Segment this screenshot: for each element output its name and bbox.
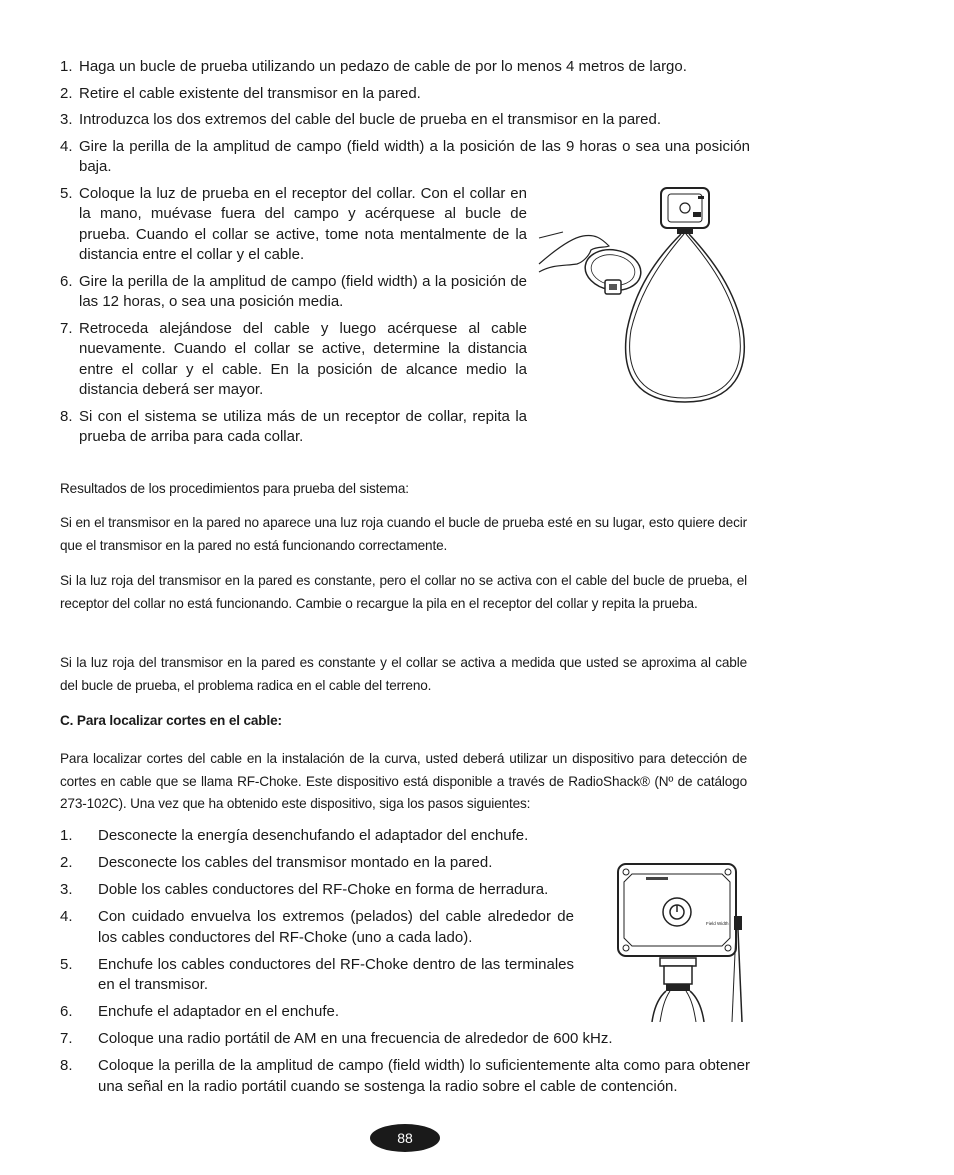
list-item: 2. Desconecte los cables del transmisor montado en la pared. — [60, 854, 493, 871]
list-item: 2. Retire el cable existente del transmisor en la pared. — [60, 84, 421, 102]
list-item: 8. Si con el sistema se utiliza más de un receptor de collar, repita la prueba de arriba para cada collar. — [60, 407, 527, 445]
result-paragraph: Si la luz roja del transmisor en la pared es constante, pero el collar no se activa con el cable del bucle de prueba, el receptor del collar no está funcionando. Cambie o recargue la pila en el receptor del collar y repita la prueba. — [60, 573, 747, 611]
list-item: 5. Enchufe los cables conductores del RF-Choke dentro de las terminales en el transmisor. — [60, 955, 574, 993]
list-item: 4. Gire la perilla de la amplitud de campo (field width) a la posición de las 9 horas o sea una posición baja. — [60, 137, 750, 175]
transmitter-illustration — [610, 858, 752, 1022]
result-paragraph: Si la luz roja del transmisor en la pared es constante y el collar se activa a medida que usted se aproxima al cable del bucle de prueba, el problema radica en el cable del terreno. — [60, 655, 747, 693]
test-loop-illustration — [535, 180, 755, 410]
section-heading: C. Para localizar cortes en el cable: — [60, 713, 282, 728]
list-item: 3. Doble los cables conductores del RF-Choke en forma de herradura. — [60, 881, 549, 898]
list-item: 4. Con cuidado envuelva los extremos (pelados) del cable alrededor de los cables conductores del RF-Choke (uno a cada lado). — [60, 908, 574, 946]
section-intro: Para localizar cortes del cable en la instalación de la curva, usted deberá utilizar un dispositivo para detección de cortes en cable que se llama RF-Choke. Este dispositivo está disponible a través de RadioShack® (Nº de catálogo 273-102C). Una vez que ha obtenido este dispositivo, siga los pasos siguientes: — [60, 751, 747, 811]
list-item: 6. Gire la perilla de la amplitud de campo (field width) a la posición de las 12 horas, o sea una posición media. — [60, 272, 527, 310]
page-number: 88 — [370, 1124, 440, 1152]
results-title: Resultados de los procedimientos para prueba del sistema: — [60, 481, 409, 496]
list-item: 7. Coloque una radio portátil de AM en una frecuencia de alrededor de 600 kHz. — [60, 1030, 613, 1047]
list-item: 6. Enchufe el adaptador en el enchufe. — [60, 1003, 340, 1020]
list-item: 7. Retroceda alejándose del cable y luego acérquese al cable nuevamente. Cuando el collar se active, determine la distancia entre el collar y el cable. En la posición de alcance medio la distancia deberá ser mayor. — [60, 319, 527, 398]
list-item: 3. Introduzca los dos extremos del cable del bucle de prueba en el transmisor en la pared. — [60, 111, 662, 128]
list-item: 5. Coloque la luz de prueba en el receptor del collar. Con el collar en la mano, muévase fuera del campo y acérquese al bucle de prueba. Cuando el collar se active, tome nota mentalmente de la distancia entre el collar y el cable. — [60, 184, 527, 263]
list-item: 1. Desconecte la energía desenchufando el adaptador del enchufe. — [60, 827, 529, 844]
field-width-label: Field Width — [706, 921, 729, 926]
list-item: 8. Coloque la perilla de la amplitud de campo (field width) lo suficientemente alta como para obtener una señal en la radio portátil cuando se sostenga la radio sobre el cable de contención. — [60, 1057, 750, 1095]
list-item: 1. Haga un bucle de prueba utilizando un pedazo de cable de por lo menos 4 metros de largo. — [60, 58, 687, 75]
result-paragraph: Si en el transmisor en la pared no aparece una luz roja cuando el bucle de prueba esté en su lugar, esto quiere decir que el transmisor en la pared no está funcionando correctamente. — [60, 515, 747, 553]
